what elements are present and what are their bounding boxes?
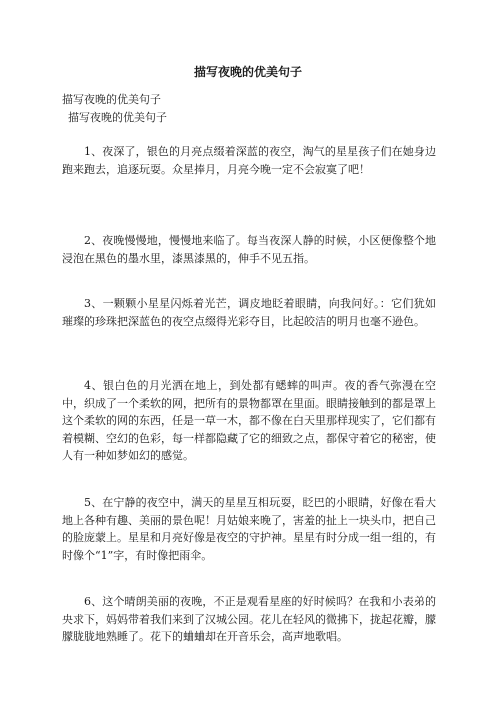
subtitle-line-1: 描写夜晚的优美句子 bbox=[62, 93, 161, 106]
paragraph-3: 3、一颗颗小星星闪烁着光芒，调皮地眨着眼睛，向我问好。：它们犹如璀璨的珍珠把深蓝色的夜空点缀得光彩夺目，比起皎洁的明月也毫不逊色。 bbox=[62, 297, 436, 328]
paragraph-6: 6、这个晴朗美丽的夜晚，不正是观看星座的好时候吗？在我和小表弟的央求下，妈妈带着我们来到了汉城公园。花儿在轻风的微拂下，拢起花瓣，朦朦胧胧地熟睡了。花下的蛐蛐却在开音乐会，高声地歌唱。 bbox=[62, 595, 436, 643]
subtitle-line-2: 描写夜晚的优美句子 bbox=[68, 111, 167, 124]
document-title: 描写夜晚的优美句子 bbox=[193, 65, 302, 79]
paragraph-4: 4、银白色的月光洒在地上，到处都有蟋蟀的叫声。夜的香气弥漫在空中，织成了一个柔软的网，把所有的景物都罩在里面。眼睛接触到的都是罩上这个柔软的网的东西，任是一草一木，都不像在白天里那样现实了，它们都有着模糊、空幻的色彩，每一样都隐藏了它的细致之点，都保守着它的秘密，使人有一种如梦如幻的感觉。 bbox=[62, 379, 436, 462]
paragraph-5: 5、在宁静的夜空中，满天的星星互相玩耍，眨巴的小眼睛，好像在看大地上各种有趣、美丽的景色呢！月姑娘来晚了，害羞的扯上一块头巾，把自己的脸庞蒙上。星星和月亮好像是夜空的守护神。星星有时分成一组一组的，有时像个“1”字，有时像把雨伞。 bbox=[62, 496, 436, 562]
paragraph-2: 2、夜晚慢慢地，慢慢地来临了。每当夜深人静的时候，小区便像整个地浸泡在黑色的墨水里，漆黑漆黑的，伸手不见五指。 bbox=[62, 234, 436, 265]
paragraph-1: 1、夜深了，银色的月亮点缀着深蓝的夜空，淘气的星星孩子们在她身边跑来跑去，追逐玩耍。众星捧月，月亮今晚一定不会寂寞了吧！ bbox=[62, 145, 436, 176]
